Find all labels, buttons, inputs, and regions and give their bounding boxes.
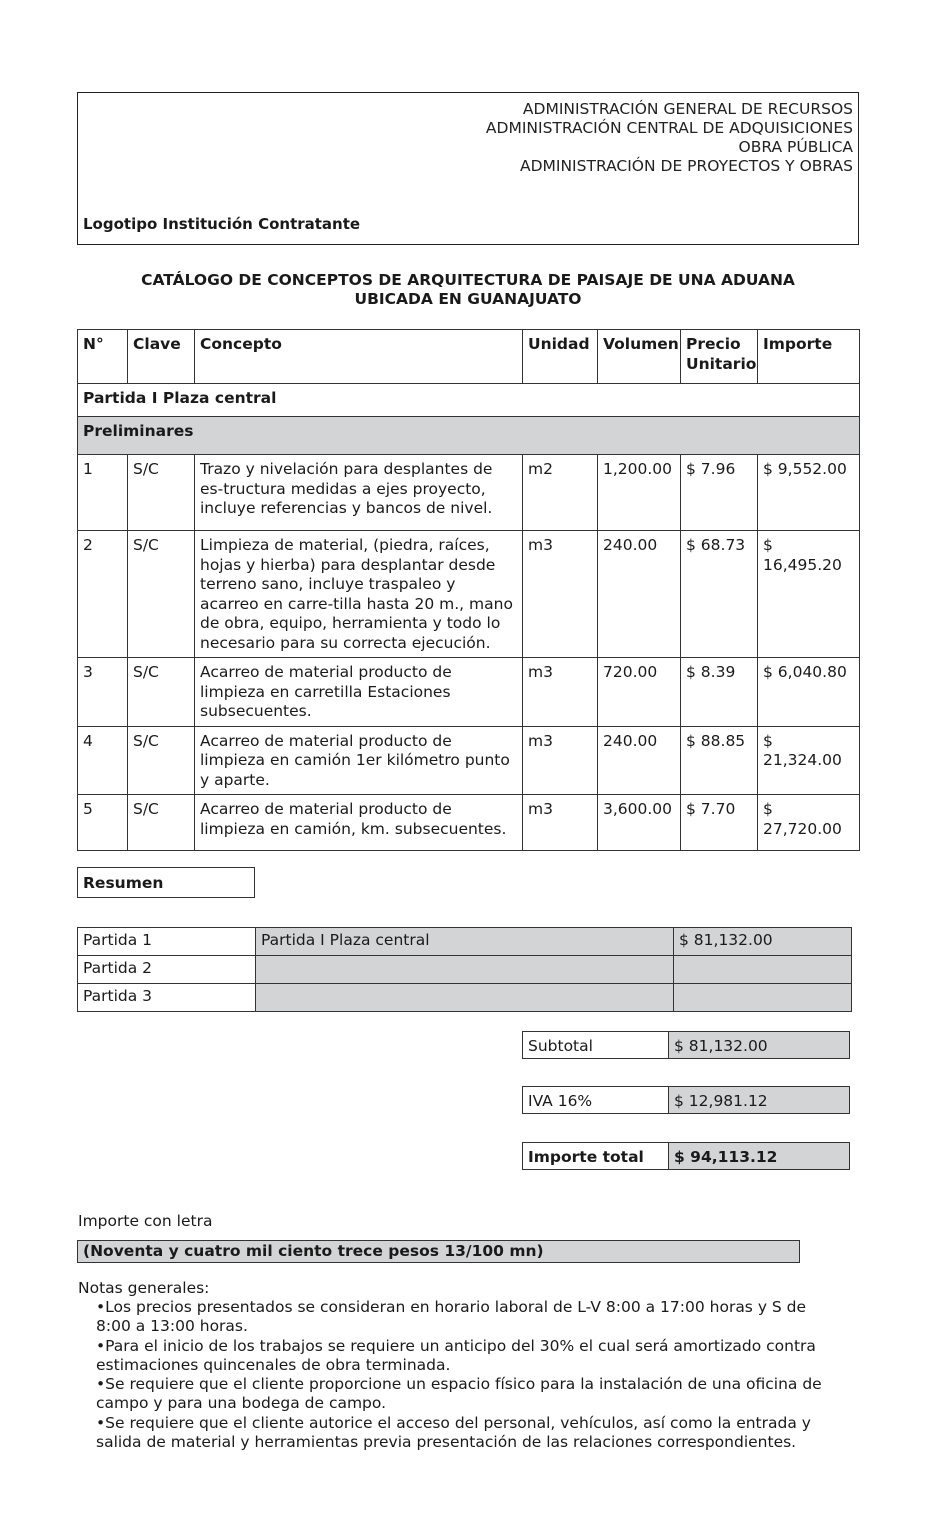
amount-in-words-value: (Noventa y cuatro mil ciento trece pesos 13/100 mn) [77,1240,800,1263]
summary-table [77,927,852,1012]
summary-importe [674,984,852,1012]
cell-volumen: 240.00 [598,531,681,658]
document-title-line: CATÁLOGO DE CONCEPTOS DE ARQUITECTURA DE PAISAJE DE UNA ADUANA [141,271,795,289]
note-item: • Para el inicio de los trabajos se requiere un anticipo del 30% el cual será amortizado contra estimaciones quincenales de obra terminada. [96,1337,836,1376]
cell-no: 2 [78,531,128,658]
header-concepto: Concepto [195,330,523,384]
cell-precio: $ 88.85 [681,726,758,795]
summary-row [78,928,852,956]
header-precio-unitario [681,330,758,384]
total-box [522,1142,850,1170]
iva-value: $ 12,981.12 [669,1087,849,1113]
cell-no: 1 [78,455,128,531]
subtotal-label: Subtotal [523,1032,669,1058]
summary-nombre [256,984,674,1012]
cell-unidad: m3 [523,531,598,658]
cell-unidad: m3 [523,726,598,795]
cell-clave: S/C [128,658,195,727]
cell-volumen: 3,600.00 [598,795,681,851]
cell-precio: $ 68.73 [681,531,758,658]
catalog-table [77,329,860,851]
amount-in-words-label: Importe con letra [78,1212,213,1230]
cell-unidad: m3 [523,795,598,851]
cell-importe: $ 16,495.20 [758,531,860,658]
summary-row [78,984,852,1012]
summary-row [78,956,852,984]
group-row [78,417,860,455]
summary-importe: $ 81,132.00 [674,928,852,956]
cell-concepto: Acarreo de material producto de limpieza en camión, km. subsecuentes. [195,795,523,851]
table-header-row [78,330,860,384]
partida-title: Partida I Plaza central [78,384,860,417]
cell-volumen: 1,200.00 [598,455,681,531]
summary-partida: Partida 3 [78,984,256,1012]
total-value: $ 94,113.12 [669,1143,849,1169]
table-row [78,795,860,851]
cell-precio: $ 7.96 [681,455,758,531]
table-row [78,531,860,658]
summary-nombre: Partida I Plaza central [256,928,674,956]
header-no: N° [78,330,128,384]
cell-no: 4 [78,726,128,795]
header-volumen: Volumen [598,330,681,384]
note-item: • Se requiere que el cliente proporcione un espacio físico para la instalación de una oficina de campo y para una bodega de campo. [96,1375,836,1414]
summary-label: Resumen [77,867,255,898]
table-row [78,455,860,531]
cell-concepto: Trazo y nivelación para desplantes de es-tructura medidas a ejes proyecto, incluye referencias y bancos de nivel. [195,455,523,531]
document-title-line: UBICADA EN GUANAJUATO [354,290,582,308]
subtotal-box [522,1031,850,1059]
note-item: • Los precios presentados se consideran en horario laboral de L-V 8:00 a 17:00 horas y S de 8:00 a 13:00 horas. [96,1298,836,1337]
cell-clave: S/C [128,531,195,658]
group-title: Preliminares [78,417,860,455]
institution-header [77,92,859,245]
cell-no: 5 [78,795,128,851]
cell-importe: $ 9,552.00 [758,455,860,531]
notes-label: Notas generales: [78,1279,210,1297]
header-line: OBRA PÚBLICA [738,138,853,156]
cell-precio: $ 8.39 [681,658,758,727]
cell-volumen: 240.00 [598,726,681,795]
note-item: • Se requiere que el cliente autorice el acceso del personal, vehículos, así como la entrada y salida de material y herramientas previa presentación de las relaciones correspondientes. [96,1414,836,1453]
header-line: ADMINISTRACIÓN CENTRAL DE ADQUISICIONES [485,119,853,137]
subtotal-value: $ 81,132.00 [669,1032,849,1058]
header-lines [486,100,853,176]
table-row [78,726,860,795]
cell-precio: $ 7.70 [681,795,758,851]
header-unidad: Unidad [523,330,598,384]
total-label: Importe total [523,1143,669,1169]
cell-clave: S/C [128,726,195,795]
cell-concepto: Limpieza de material, (piedra, raíces, hojas y hierba) para desplantar desde terreno sano, incluye traspaleo y acarreo en carre-tilla hasta 20 m., mano de obra, equipo, herramienta y todo lo necesario para su correcta ejecución. [195,531,523,658]
header-clave: Clave [128,330,195,384]
cell-importe: $ 27,720.00 [758,795,860,851]
cell-clave: S/C [128,455,195,531]
logo-placeholder-label: Logotipo Institución Contratante [83,215,361,233]
table-row [78,658,860,727]
header-line: ADMINISTRACIÓN DE PROYECTOS Y OBRAS [519,157,853,175]
partida-row [78,384,860,417]
header-line: ADMINISTRACIÓN GENERAL DE RECURSOS [522,100,853,118]
summary-importe [674,956,852,984]
header-precio-line: Unitario [686,354,757,373]
cell-unidad: m3 [523,658,598,727]
cell-no: 3 [78,658,128,727]
cell-concepto: Acarreo de material producto de limpieza en carretilla Estaciones subsecuentes. [195,658,523,727]
cell-unidad: m2 [523,455,598,531]
header-precio-line: Precio [686,335,741,353]
summary-partida: Partida 1 [78,928,256,956]
cell-clave: S/C [128,795,195,851]
cell-importe: $ 6,040.80 [758,658,860,727]
iva-label: IVA 16% [523,1087,669,1113]
iva-box [522,1086,850,1114]
cell-concepto: Acarreo de material producto de limpieza en camión 1er kilómetro punto y aparte. [195,726,523,795]
cell-importe: $ 21,324.00 [758,726,860,795]
notes-list [96,1298,836,1452]
header-importe: Importe [758,330,860,384]
summary-partida: Partida 2 [78,956,256,984]
summary-nombre [256,956,674,984]
document-title [77,271,859,309]
cell-volumen: 720.00 [598,658,681,727]
